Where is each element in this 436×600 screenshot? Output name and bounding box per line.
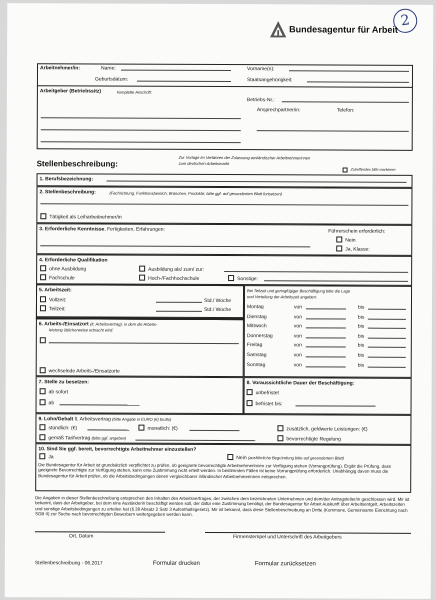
stellenbeschreibung-hint: (Fachrichtung, Funktionsbereich, Branchen, Produkte; bitte ggf. auf gesondertem Blatt fortsetzen) <box>109 190 283 197</box>
s10-nein-label: Nein <box>236 455 247 462</box>
footer-disclaimer: Die Angaben in dieser Stellenbeschreibung entsprechen den Inhalten des Arbeitsvertrages, der zwischen dem bezeichneten Unternehmen und dem/der Antragsteller/in geschlossen wird. Mir ist bekannt, dass der Arbeitgeber, bei dem eine Ausländerin beschäftigt werden soll, der dafür eine Zustimmung benötigt, der Bundesagentur für Arbeit Auskunft über Arbeitsentgelt, Arbeitszeiten und sonstige Arbeitsbedingungen zu erteilen hat (§ 39 Absatz 2 Satz 3 Aufenthaltsgesetz). Mir ist bekannt, dass diese Stellenbeschreibung an Dritte (Kommune, Gemeinsame Einrichtung nach SGB II) zur Suche nach bevorrechtigten Bewerbern weitergegeben werden kann. <box>35 495 410 518</box>
anschrift-line-2[interactable] <box>41 125 241 131</box>
sonstige-qual-label: Sonstige: <box>237 276 258 283</box>
staatsangehoerigkeit-field[interactable] <box>307 77 409 82</box>
bis-field[interactable] <box>368 343 406 348</box>
hochschule-label: Hoch-/Fachhochschule <box>148 275 200 282</box>
zutreffendes-hint: Zutreffendes bitte markieren <box>350 167 396 172</box>
signature-label: Firmenstempel und Unterschrift des Arbeitgebers <box>232 534 342 541</box>
einsatzort-field[interactable] <box>49 338 239 344</box>
wechselnde-checkbox[interactable] <box>40 367 46 373</box>
fuehrerschein-label: Führerschein erforderlich: <box>328 228 386 235</box>
kenntnisse-label-bold: 3. Erforderliche Kenntnisse <box>39 226 105 233</box>
bis-label: bis <box>357 314 365 321</box>
fuehrerschein-ja-checkbox[interactable] <box>336 246 342 252</box>
einsatzort-hint-1: (lt. Arbeitsvertrag), in dem die Arbeits- <box>90 321 158 327</box>
von-field[interactable] <box>306 304 346 309</box>
staatsangehoerigkeit-label: Staatsangehörigkeit: <box>246 77 293 84</box>
tarif-text: gemäß Tarifvertrag <box>48 435 91 442</box>
bevorrechtigte-regelung-checkbox[interactable] <box>277 435 283 441</box>
tarif-hint: (bitte ggf. angeben) <box>91 435 127 441</box>
betriebs-nr-label: Betriebs-Nr.: <box>246 97 275 104</box>
fachschule-label: Fachschule <box>49 275 75 282</box>
day-label-3: Donnerstag <box>246 332 273 340</box>
ausbildung-field[interactable] <box>224 267 408 273</box>
von-field[interactable] <box>306 324 346 329</box>
von-label: von <box>293 304 303 311</box>
zusaetzlich-label: zusätzlich, geldwerte Leistungen: (€) <box>286 426 368 433</box>
befristet-label: befristet bis: <box>255 401 283 408</box>
s10-ja-label: Ja <box>48 454 54 461</box>
monatlich-field[interactable] <box>189 426 239 431</box>
einsatzort-hint-2: leistung üblicherweise erbracht wird: <box>48 327 114 333</box>
unbefristet-label: unbefristet <box>255 390 279 397</box>
org-name: Bundesagentur für Arbeit <box>289 24 398 35</box>
von-field[interactable] <box>306 352 346 357</box>
vorname-label: Vorname(n): <box>246 66 275 73</box>
section-5-frame <box>36 284 244 319</box>
bevorrechtigte-regelung-label: bevorrechtigte Regelung <box>286 436 341 443</box>
stelle-label: 7. Stelle zu besetzen: <box>38 379 89 386</box>
teilzeit-unit: Std./ Woche <box>203 306 232 314</box>
form-title: Stellenbeschreibung: <box>36 159 118 169</box>
lohn-hint: (bitte Angabe in EURO (€) brutto) <box>112 416 172 422</box>
telefon-label: Telefon: <box>336 107 355 114</box>
von-label: von <box>293 333 302 340</box>
form-page <box>5 3 434 599</box>
teilzeit-note-2: und Verteilung der Arbeitszeit angeben: <box>247 294 318 300</box>
von-field[interactable] <box>306 362 346 367</box>
fuehrerschein-ja-label: Ja, Klasse: <box>345 246 370 253</box>
day-label-6: Sonntag <box>246 361 266 368</box>
anschrift-label: komplette Anschrift: <box>116 89 152 95</box>
section-10-label: 10. Sind Sie ggf. bereit, bevorrechtigte Arbeitnehmer einzustellen? <box>38 446 197 453</box>
ab-checkbox[interactable] <box>40 399 46 405</box>
geburtsdatum-label: Geburtsdatum: <box>94 76 129 83</box>
leiharbeit-checkbox[interactable] <box>40 213 46 219</box>
anschrift-line-1[interactable] <box>41 113 241 119</box>
sonstige-qual-checkbox[interactable] <box>228 275 234 281</box>
ab-label: ab <box>48 400 55 407</box>
geburtsdatum-field[interactable] <box>137 77 231 82</box>
bis-label: bis <box>357 304 365 311</box>
monatlich-label: monatlich: (€) <box>147 425 178 432</box>
ab-sofort-label: ab sofort <box>48 389 69 396</box>
bis-field[interactable] <box>368 362 406 367</box>
von-label: von <box>293 323 302 330</box>
zutreffendes-marker <box>343 168 348 173</box>
unbefristet-checkbox[interactable] <box>247 389 253 395</box>
s10-nein-checkbox[interactable] <box>227 454 233 460</box>
von-label: von <box>293 361 302 368</box>
befristet-checkbox[interactable] <box>247 400 253 406</box>
fuehrerschein-nein-checkbox[interactable] <box>336 237 342 243</box>
bis-field[interactable] <box>368 324 406 329</box>
ansprechpartner-label: Ansprechpartner/in: <box>256 107 301 114</box>
day-label-5: Samstag <box>246 352 267 359</box>
ausbildung-label: Ausbildung als/ zum/ zur: <box>148 266 205 273</box>
vollzeit-label: Vollzeit: <box>48 297 67 304</box>
ab-field[interactable] <box>60 400 140 405</box>
stuendlich-label: stündlich: (€) <box>48 425 78 432</box>
ohne-ausbildung-checkbox[interactable] <box>40 265 46 271</box>
bis-label: bis <box>357 323 365 330</box>
tarif-checkbox[interactable] <box>39 434 45 440</box>
bis-label: bis <box>357 352 365 359</box>
kenntnisse-label-rest: , Fertigkeiten, Erfahrungen: <box>104 226 165 233</box>
ba-logo-icon <box>269 20 287 38</box>
day-label-1: Dienstag <box>246 313 267 320</box>
day-label-2: Mittwoch <box>246 323 267 330</box>
bis-label: bis <box>357 362 365 369</box>
form-note-1: Zur Vorlage im Verfahren der Zulassung ausländischer Arbeitnehmerinnen <box>178 154 311 161</box>
monatlich-checkbox[interactable] <box>138 425 144 431</box>
arbeitgeber-label: Arbeitgeber (Betriebssitz) <box>39 88 102 95</box>
von-label: von <box>293 352 302 359</box>
fachschule-checkbox[interactable] <box>40 274 46 280</box>
bis-field[interactable] <box>368 333 406 338</box>
qualifikation-label: 4. Erforderliche Qualifikation <box>39 257 108 264</box>
von-field[interactable] <box>306 343 346 348</box>
ausbildung-checkbox[interactable] <box>139 266 145 272</box>
ohne-ausbildung-label: ohne Ausbildung <box>49 266 87 273</box>
vorname-field[interactable] <box>289 66 409 72</box>
leiharbeit-label: Tätigkeit als Leiharbeitnehmer/in <box>49 214 122 221</box>
befristet-field[interactable] <box>296 401 376 406</box>
ort-datum-label: Ort, Datum <box>68 533 94 540</box>
tarif-label <box>48 435 126 441</box>
handwritten-page-number: 2 <box>392 7 419 34</box>
form-id: Stellenbeschreibung - 06.2017 <box>34 560 103 567</box>
anschrift-line-3[interactable] <box>41 137 241 143</box>
name-label: Name: <box>101 65 116 72</box>
tarif-field[interactable] <box>135 436 255 442</box>
form-note-2: zum deutschen Arbeitsmarkt <box>178 160 230 167</box>
kenntnisse-label <box>39 226 165 233</box>
bis-field[interactable] <box>368 314 406 319</box>
wechselnde-label: wechselnde Arbeits-/Einsatzorte <box>48 368 120 375</box>
von-field[interactable] <box>306 314 346 319</box>
bis-label: bis <box>357 342 365 350</box>
vollzeit-unit: Std./ Woche <box>203 297 232 305</box>
lohn-label: 9. Lohn/Gehalt <box>38 416 74 423</box>
hochschule-checkbox[interactable] <box>139 275 145 281</box>
ansprechpartner-field[interactable] <box>257 126 409 132</box>
print-form-button[interactable]: Formular drucken <box>152 560 200 567</box>
sonstige-qual-field[interactable] <box>264 276 408 282</box>
bis-field[interactable] <box>368 353 406 358</box>
von-label: von <box>293 313 303 320</box>
von-label: von <box>293 342 302 349</box>
s10-text: Die Bundesagentur für Arbeit ist grundsätzlich verpflichtet zu prüfen, ob geeignete bevorrechtigte Arbeitnehmerinnen zur Verfügung stehen (Vorrangprüfung). Ergibt die Prüfung, dass geeignete Bevorrechtigte zur Verfügung stehen, kann eine Zustimmung nicht erteilt werden. In bestimmten Fällen ist keine Vorrangprüfung erforderlich. Unabhängig davon muss die Bundesagentur für Arbeit prüfen, ob die Arbeitsbedingungen denen vergleichbarer inländischer Arbeitnehmerinnen entsprechen. <box>38 462 391 480</box>
reset-form-button[interactable]: Formular zurücksetzen <box>254 561 316 568</box>
days-table <box>7 3 433 5</box>
berufsbezeichnung-label: 1. Berufsbezeichnung: <box>39 176 94 183</box>
bis-field[interactable] <box>368 305 406 310</box>
bis-label: bis <box>357 333 365 340</box>
einsatzort-label: 6. Arbeits-/Einsatzort <box>38 321 89 328</box>
zusaetzlich-checkbox[interactable] <box>277 425 283 431</box>
ab-sofort-checkbox[interactable] <box>40 388 46 394</box>
teilzeit-label: Teilzeit: <box>48 306 66 313</box>
stuendlich-checkbox[interactable] <box>39 424 45 430</box>
lohn-label-rest: lt. Arbeitsvertrag <box>74 416 111 423</box>
arbeitszeit-label: 5. Arbeitszeit: <box>39 287 72 294</box>
stellenbeschreibung-label: 2. Stellenbeschreibung: <box>39 189 96 196</box>
teilzeit-note-1: Bei Teilzeit und geringfügiger Beschäftigung bitte die Lage <box>247 288 351 294</box>
day-label-4: Freitag <box>246 342 263 349</box>
s10-ja-checkbox[interactable] <box>39 453 45 459</box>
day-label-0: Montag <box>246 304 264 311</box>
fuehrerschein-nein-label: Nein <box>345 237 356 244</box>
ort-datum-line <box>35 531 165 533</box>
dauer-label: 8. Voraussichtliche Dauer der Beschäftigung: <box>246 380 355 387</box>
s10-nein-hint: (ausführliche Begründung bitte auf gesondertem Blatt) <box>247 455 345 461</box>
einsatzort-checkbox[interactable] <box>40 337 46 343</box>
name-field[interactable] <box>121 66 231 71</box>
von-field[interactable] <box>306 333 346 338</box>
stuendlich-field[interactable] <box>87 425 129 430</box>
betriebs-nr-field[interactable] <box>282 97 409 103</box>
arbeitnehmer-label: Arbeitnehmer/in: <box>40 65 81 72</box>
